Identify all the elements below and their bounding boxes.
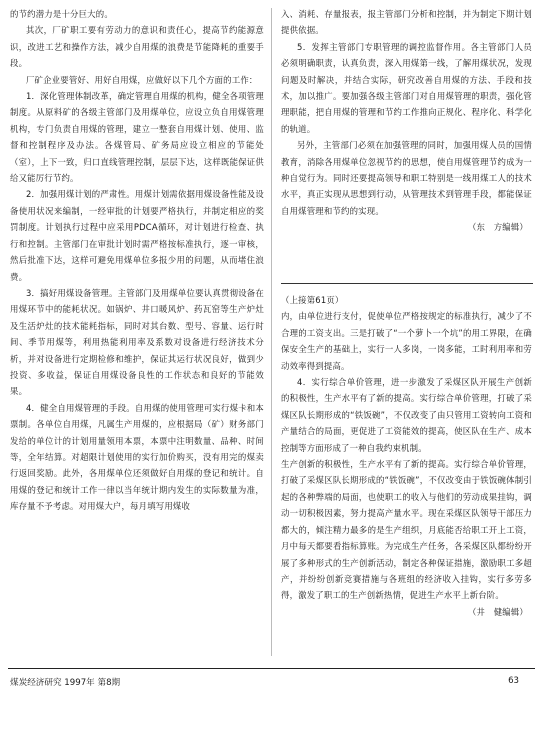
paragraph: 4．健全自用煤管理的手段。自用煤的使用管理可实行煤卡和本票制。各单位自用煤，凡属生产用煤的，应根据局（矿）财务部门发给的单位计的计划用量领用本票，本票中注明数量、品种、时间等，全年结算。对超限计划使用的实行加价购买，没有用完的煤卖行返回奖励。此外，各用煤单位还须做好自用煤的登记和统计。自用煤的登记和统计工作一律以当年统计期内发生的实际数量为准，库存量不予考虑。对用煤大户，每月填写用煤收 — [10, 402, 264, 512]
paragraph: 4．实行综合单价管理，进一步激发了采煤区队开展生产创新的积极性，生产水平有了新的提高。实行综合单价管理，打破了采煤区队长期形成的“铁饭碗”，不仅改变了由只管用工资转向工资和产量结合的局面，更促进了工资能效的提高，使区队在生产、成本控制等方面形成了一种自我约束机制。 — [281, 377, 532, 453]
paragraph: 3．搞好用煤设备管理。主管部门及用煤单位要认真贯彻设备在用煤环节中的能耗状况。如锅炉、井口暖风炉、药瓦窑等生产炉灶及生活炉灶的技术能耗指标，同时对其台数、型号、容量、运行时间、季节用煤等，利用热能利用率及系数对设备进行经济技术分析，并对设备进行定期检修和维护，保证其运行状况良好，做到少投资、多收益，保证自用煤设备良性的工作状态和良好的节能效果。 — [10, 287, 264, 397]
paragraph: 其次，厂矿职工要有劳动力的意识和责任心，提高节约能源意识，改进工艺和操作方法，减少自用煤的浪费是节能降耗的重要手段。 — [10, 25, 264, 69]
paragraph: 5．发挥主管部门专职管理的调控监督作用。各主管部门人员必须明确职责，认真负责，深入用煤第一线，了解用煤状况，发现问题及时解决，并结合实际，研究改善自用煤的方法、手段和技术，加以推广。要加强各级主管部门对自用煤管理的职责，强化管理职能，把自用煤的管理和节约工作推向正规化、程序化、科学化的轨道。 — [281, 41, 532, 134]
continuation-note: （上接第61页） — [281, 295, 344, 305]
paragraph: 入、消耗、存量报表，报主管部门分析和控制，并为制定下期计划提供依据。 — [281, 9, 532, 36]
paragraph: 2．加强用煤计划的严肃性。用煤计划需依据用煤设备性能及设备使用状况来编制，一经审批的计划要严格执行，并制定相应的奖罚制度。计划执行过程中应采用PDCA循环，对计划进行检查、执行和控制。主管部门在审批计划时需严格按标准执行，逐一审核，然后批准下达，这样可避免用煤单位多报少用的问题，从而堵住浪费。 — [10, 189, 264, 282]
editor-signature: （井 健编辑） — [467, 606, 528, 617]
editor-signature: （东 方编辑） — [467, 222, 528, 233]
column-divider — [271, 8, 272, 656]
paragraph: 内，由单位进行支付，促使单位严格按规定的标准执行，减少了不合理的工资支出。三是打破了“一个萝卜一个坑”的用工界限，在确保安全生产的基础上，实行一人多岗，一岗多能，工时利用率和劳动效率得到提高。 — [281, 311, 532, 371]
right-column-top — [281, 6, 532, 236]
footer-rule — [8, 668, 535, 669]
journal-footer: 煤炭经济研究 1997年 第8期 — [10, 678, 121, 688]
page-number: 63 — [508, 676, 519, 686]
paragraph: 厂矿企业要管好、用好自用煤，应做好以下几个方面的工作： — [25, 74, 258, 85]
paragraph: 生产创新的积极性，生产水平有了新的提高。实行综合单价管理，打破了采煤区队长期形成的“铁饭碗”，不仅改变由于铁饭碗体制引起的各种弊端的局面，也使职工的收入与他们的劳动成果挂钩，调动一切积极因素，努力提高产量水平。现在采煤区队领导干部压力都大的，倾注精力最多的是生产组织，月底能否给职工开上工资，月中每天都要看指标算账。为完成生产任务，各采煤区队都纷纷开展了多种形式的生产创新活动，制定各种保证措施，激励职工多超产，并纷纷创新竞赛措施与各班组的经济收入挂钩，实行多劳多得，激发了职工的生产创新热情，促进生产水平上新台阶。 — [281, 459, 532, 601]
paragraph: 的节约潜力是十分巨大的。 — [10, 9, 113, 19]
paragraph: 另外，主管部门必须在加强管理的同时，加强用煤人员的国情教育，消除各用煤单位忽视节约的思想，使自用煤管理节约成为一种自觉行为。同时还要提高领导和职工特别是一线用煤工人的技术水平，真正实现从思想到行动，从管理技术到管理手段，都能保证自用煤管理和节约的实现。 — [281, 140, 532, 216]
paragraph: 1．深化管理体制改革，确定管理自用煤的机构，健全各项管理制度。从原料矿的各级主管部门及用煤单位，应设立负自用煤管理机构，专门负责自用煤的管理，建立一整套自用煤计划、使用、监督和控制程序及办法。各煤管局、矿务局应设立相应的节能处（室），上下一致，归口直线管理控制，层层下达，这样既能保证供给又能厉行节约。 — [10, 91, 264, 184]
left-column — [10, 6, 264, 515]
section-rule — [281, 283, 533, 284]
right-column-bottom — [281, 292, 532, 620]
